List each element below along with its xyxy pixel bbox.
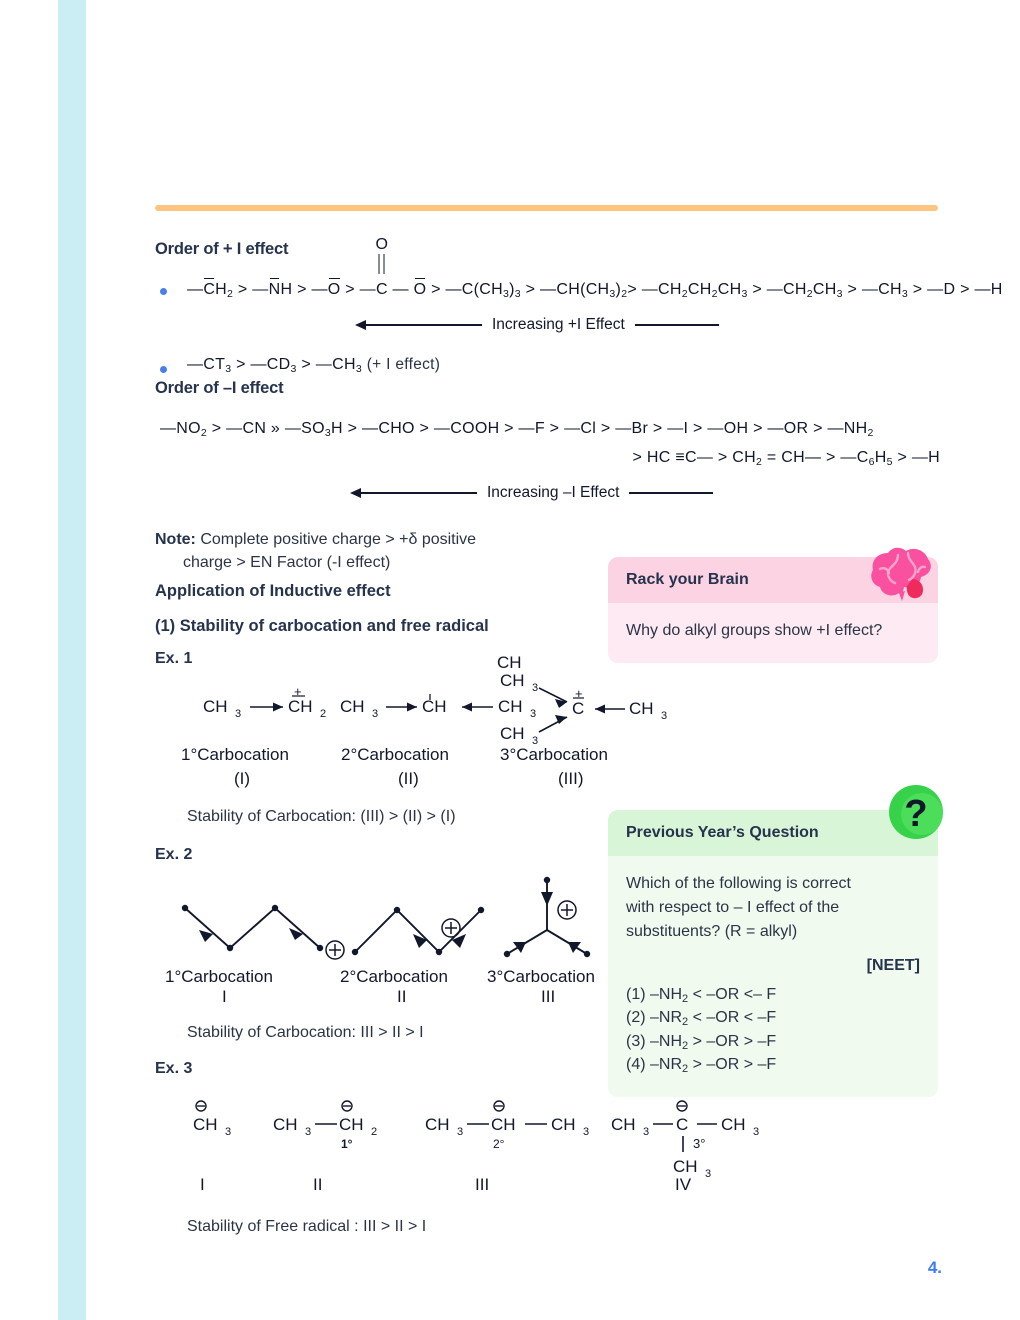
svg-text:III: III xyxy=(475,1175,490,1195)
increasing-plus-i-label: Increasing +I Effect xyxy=(492,315,625,333)
pyq-option-number: (3) xyxy=(626,1032,646,1050)
svg-text:CH: CH xyxy=(339,1115,364,1135)
svg-text:3: 3 xyxy=(530,708,537,721)
bullet-dot-icon xyxy=(160,288,167,295)
ex3-structures xyxy=(155,1086,940,1204)
pyq-option[interactable] xyxy=(626,1007,920,1030)
svg-text:CH: CH xyxy=(500,671,525,691)
svg-text:(I): (I) xyxy=(234,769,251,789)
svg-text:2: 2 xyxy=(320,708,327,721)
svg-text:CH: CH xyxy=(491,1115,516,1135)
svg-text:2: 2 xyxy=(371,1126,378,1139)
svg-text:3°Carbocation: 3°Carbocation xyxy=(487,967,595,987)
pyq-option[interactable] xyxy=(626,1054,920,1077)
note-label: Note: xyxy=(155,530,196,548)
rack-your-brain-header xyxy=(608,557,938,603)
svg-text:2°Carbocation: 2°Carbocation xyxy=(340,967,448,987)
svg-text:I: I xyxy=(222,987,227,1007)
page-number: 4. xyxy=(927,1258,942,1277)
minus-i-heading: Order of –I effect xyxy=(155,378,284,397)
pyq-question-line-3: substituents? (R = alkyl) xyxy=(626,923,798,940)
rack-your-brain-callout xyxy=(608,557,938,663)
svg-text:3: 3 xyxy=(225,1126,232,1139)
note-block xyxy=(155,528,585,574)
arrow-head-icon xyxy=(355,320,366,330)
increasing-minus-i-arrow xyxy=(350,484,940,502)
pyq-option-number: (1) xyxy=(626,986,646,1003)
ex3-label: Ex. 3 xyxy=(155,1060,193,1078)
svg-text:CH: CH xyxy=(721,1115,746,1135)
previous-year-question-title: Previous Year’s Question xyxy=(626,824,819,841)
plus-i-series-formula: $—CH_2$ > —NH > —O > — O C — $O > —C(CH_3)_3$ > $—CH(CH_3)_2>$ $—CH_2CH_2CH_3$ > $—CH_2CH_3$ > $—CH_3$ > —D > —H xyxy=(187,236,1003,300)
brain-icon xyxy=(868,543,942,605)
arrow-bar-left xyxy=(361,492,477,494)
svg-text:CH: CH xyxy=(340,697,365,717)
ex2-structure-svg xyxy=(155,872,625,1007)
svg-text:IV: IV xyxy=(675,1175,692,1195)
note-text-line-2: charge > EN Factor (-I effect) xyxy=(183,553,391,571)
svg-text:+: + xyxy=(575,686,583,702)
rack-your-brain-title: Rack your Brain xyxy=(626,571,749,588)
rack-your-brain-question: Why do alkyl groups show +I effect? xyxy=(626,622,883,639)
increasing-minus-i-label: Increasing –I Effect xyxy=(487,483,620,501)
svg-text:3: 3 xyxy=(235,708,242,721)
svg-text:3: 3 xyxy=(532,682,539,695)
svg-text:2°Carbocation: 2°Carbocation xyxy=(341,745,449,765)
svg-text:3: 3 xyxy=(705,1168,712,1181)
previous-year-question-header xyxy=(608,793,938,856)
pyq-option-text: $-NR_2 < -OR < -F$ xyxy=(650,1009,777,1029)
previous-year-question-body xyxy=(608,856,938,1097)
svg-text:1°Carbocation: 1°Carbocation xyxy=(181,745,289,765)
pyq-options-list xyxy=(626,984,920,1077)
svg-text:CH: CH xyxy=(288,697,313,717)
svg-text:CH: CH xyxy=(673,1157,698,1177)
svg-text:2°: 2° xyxy=(493,1137,505,1152)
svg-text:3: 3 xyxy=(457,1126,464,1139)
pyq-option[interactable] xyxy=(626,984,920,1007)
svg-text:CH: CH xyxy=(500,724,525,744)
increasing-plus-i-arrow xyxy=(355,316,940,334)
pyq-question-line-2: with respect to – I effect of the xyxy=(626,899,840,916)
bullet-dot-icon xyxy=(160,366,167,373)
svg-text:1°Carbocation: 1°Carbocation xyxy=(165,967,273,987)
svg-text:3: 3 xyxy=(372,708,379,721)
svg-text:I: I xyxy=(200,1175,205,1195)
arrow-head-icon xyxy=(350,488,361,498)
isotope-series-row xyxy=(155,356,940,375)
svg-text:3: 3 xyxy=(305,1126,312,1139)
svg-text:CH: CH xyxy=(611,1115,636,1135)
ex2-stability-text: Stability of Carbocation: III > II > I xyxy=(187,1024,424,1042)
note-text-line-1: Complete positive charge > +δ positive xyxy=(200,530,477,548)
plus-i-heading: Order of + I effect xyxy=(155,240,289,258)
ex3-stability-text: Stability of Free radical : III > II > I xyxy=(187,1218,427,1236)
svg-text:3°Carbocation: 3°Carbocation xyxy=(500,745,608,765)
svg-text:+: + xyxy=(294,684,302,700)
svg-text:II: II xyxy=(313,1175,323,1195)
svg-text:3: 3 xyxy=(643,1126,650,1139)
isotope-series-suffix: (+ I effect) xyxy=(366,355,441,373)
ex3-structure-svg xyxy=(155,1086,760,1204)
svg-text:CH: CH xyxy=(551,1115,576,1135)
svg-text:C: C xyxy=(572,699,585,719)
svg-text:CH: CH xyxy=(498,697,523,717)
svg-text:3: 3 xyxy=(583,1126,590,1139)
svg-text:(II): (II) xyxy=(398,769,419,789)
ex1-stability-text: Stability of Carbocation: (III) > (II) > (I) xyxy=(187,808,456,826)
svg-text:III: III xyxy=(541,987,556,1007)
svg-text:3°: 3° xyxy=(693,1136,706,1152)
svg-text:3: 3 xyxy=(753,1126,760,1139)
header-accent-rule xyxy=(155,205,938,211)
ex2-label: Ex. 2 xyxy=(155,846,193,864)
svg-text:C: C xyxy=(676,1115,689,1135)
svg-text:CH: CH xyxy=(193,1115,218,1135)
minus-i-series-line-1: $—NO_2$ > —CN » $—SO_3H$ > —CHO > —COOH > —F > —Cl > —Br > —I > —OH > —OR > $—NH_2$ xyxy=(160,419,874,439)
application-heading: Application of Inductive effect xyxy=(155,582,391,601)
svg-text:CH: CH xyxy=(629,699,654,719)
isotope-series-formula: $—CT_3$ > $—CD_3$ > $—CH_3$ (+ I effect) xyxy=(187,355,441,375)
pyq-option[interactable] xyxy=(626,1031,920,1054)
arrow-bar-left xyxy=(366,324,482,326)
pyq-option-text: $-NH_2 < -OR <- F$ xyxy=(650,986,777,1005)
svg-text:CH: CH xyxy=(273,1115,298,1135)
arrow-bar-right xyxy=(629,492,713,494)
svg-text:?: ? xyxy=(904,793,928,835)
svg-text:1°: 1° xyxy=(341,1137,353,1152)
point-1-heading: (1) Stability of carbocation and free radical xyxy=(155,617,489,636)
pyq-option-text: $-NR_2 > -OR > -F$ xyxy=(650,1056,777,1075)
svg-text:CH: CH xyxy=(425,1115,450,1135)
pyq-option-number: (4) xyxy=(626,1056,646,1074)
pyq-question-line-1: Which of the following is correct xyxy=(626,875,851,892)
arrow-bar-right xyxy=(635,324,719,326)
svg-text:3: 3 xyxy=(532,735,539,748)
pyq-option-number: (2) xyxy=(626,1009,646,1027)
svg-text:CH: CH xyxy=(203,697,228,717)
minus-i-series-line-2: > HC ≡C— > $CH_2$ = CH— > $—C_6H_5$ > —H xyxy=(632,448,940,468)
pyq-source-tag: [NEET] xyxy=(866,957,920,974)
svg-text:II: II xyxy=(397,987,407,1007)
pyq-option-text: $-NH_2 > -OR > -F$ xyxy=(650,1032,777,1052)
question-mark-icon xyxy=(888,784,944,840)
svg-text:CH: CH xyxy=(497,653,522,673)
svg-text:3: 3 xyxy=(661,710,668,723)
svg-text:(III): (III) xyxy=(558,769,584,789)
ex1-label: Ex. 1 xyxy=(155,650,193,668)
svg-text:CH: CH xyxy=(422,697,447,717)
previous-year-question-callout xyxy=(608,793,938,1097)
rack-your-brain-body xyxy=(608,603,938,663)
